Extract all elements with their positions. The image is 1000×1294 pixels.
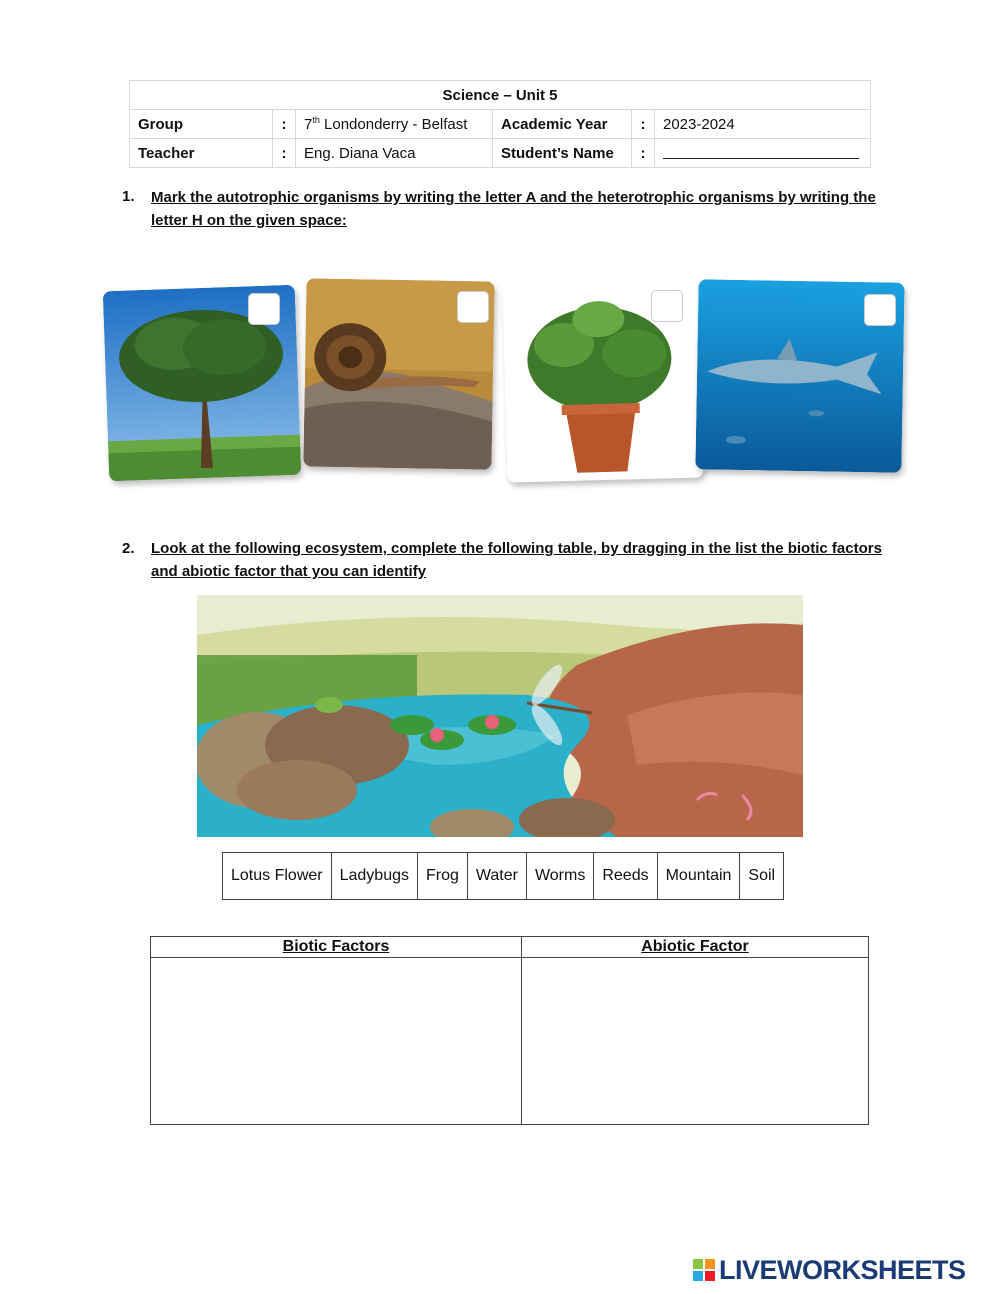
word-bank-item[interactable]: Mountain bbox=[657, 853, 740, 900]
answer-box-tree[interactable] bbox=[248, 293, 280, 325]
group-label: Group bbox=[130, 110, 273, 139]
abiotic-factor-header: Abiotic Factor bbox=[522, 937, 869, 958]
student-name-line bbox=[663, 144, 859, 159]
ecosystem-illustration bbox=[197, 595, 803, 837]
liveworksheets-logo-icon bbox=[693, 1259, 715, 1281]
biotic-factors-header: Biotic Factors bbox=[151, 937, 522, 958]
answer-box-snail[interactable] bbox=[457, 291, 489, 323]
answer-box-shark[interactable] bbox=[864, 294, 896, 326]
academic-year-label: Academic Year bbox=[493, 110, 632, 139]
word-bank-item[interactable]: Lotus Flower bbox=[223, 853, 332, 900]
question-1-text: Mark the autotrophic organisms by writing the letter A and the heterotrophic organisms by writing the letter H on the given space: bbox=[151, 189, 876, 229]
liveworksheets-logo-text: LIVEWORKSHEETS bbox=[719, 1254, 966, 1285]
colon: : bbox=[273, 139, 296, 168]
academic-year-value: 2023-2024 bbox=[655, 110, 871, 139]
group-value bbox=[296, 110, 493, 139]
question-2-number: 2. bbox=[122, 540, 135, 557]
word-bank-item[interactable]: Soil bbox=[740, 853, 784, 900]
colon: : bbox=[632, 139, 655, 168]
student-name-label: Student’s Name bbox=[493, 139, 632, 168]
pond-ecosystem-image bbox=[197, 595, 803, 837]
liveworksheets-logo bbox=[693, 1255, 966, 1285]
group-grade: 7 bbox=[304, 116, 313, 133]
word-bank-item[interactable]: Water bbox=[467, 853, 526, 900]
student-name-field[interactable] bbox=[655, 139, 871, 168]
word-bank-item[interactable]: Ladybugs bbox=[331, 853, 417, 900]
colon: : bbox=[273, 110, 296, 139]
factors-table bbox=[150, 936, 869, 1125]
word-bank-item[interactable]: Reeds bbox=[594, 853, 657, 900]
teacher-label: Teacher bbox=[130, 139, 273, 168]
word-bank-item[interactable]: Worms bbox=[526, 853, 593, 900]
question-2-text: Look at the following ecosystem, complete the following table, by dragging in the list the biotic factors and abiotic factor that you can identify bbox=[151, 540, 882, 580]
teacher-value: Eng. Diana Vaca bbox=[296, 139, 493, 168]
abiotic-factor-drop-zone[interactable] bbox=[522, 958, 869, 1125]
question-1-number: 1. bbox=[122, 188, 135, 205]
word-bank-item[interactable]: Frog bbox=[417, 853, 467, 900]
worksheet-title: Science – Unit 5 bbox=[130, 81, 871, 110]
biotic-factors-drop-zone[interactable] bbox=[151, 958, 522, 1125]
word-bank bbox=[222, 852, 784, 900]
colon: : bbox=[632, 110, 655, 139]
answer-box-plant[interactable] bbox=[651, 290, 683, 322]
group-name: Londonderry - Belfast bbox=[324, 116, 468, 133]
header-table bbox=[129, 80, 871, 168]
group-grade-suffix: th bbox=[312, 115, 320, 125]
word-bank-row bbox=[223, 853, 784, 900]
